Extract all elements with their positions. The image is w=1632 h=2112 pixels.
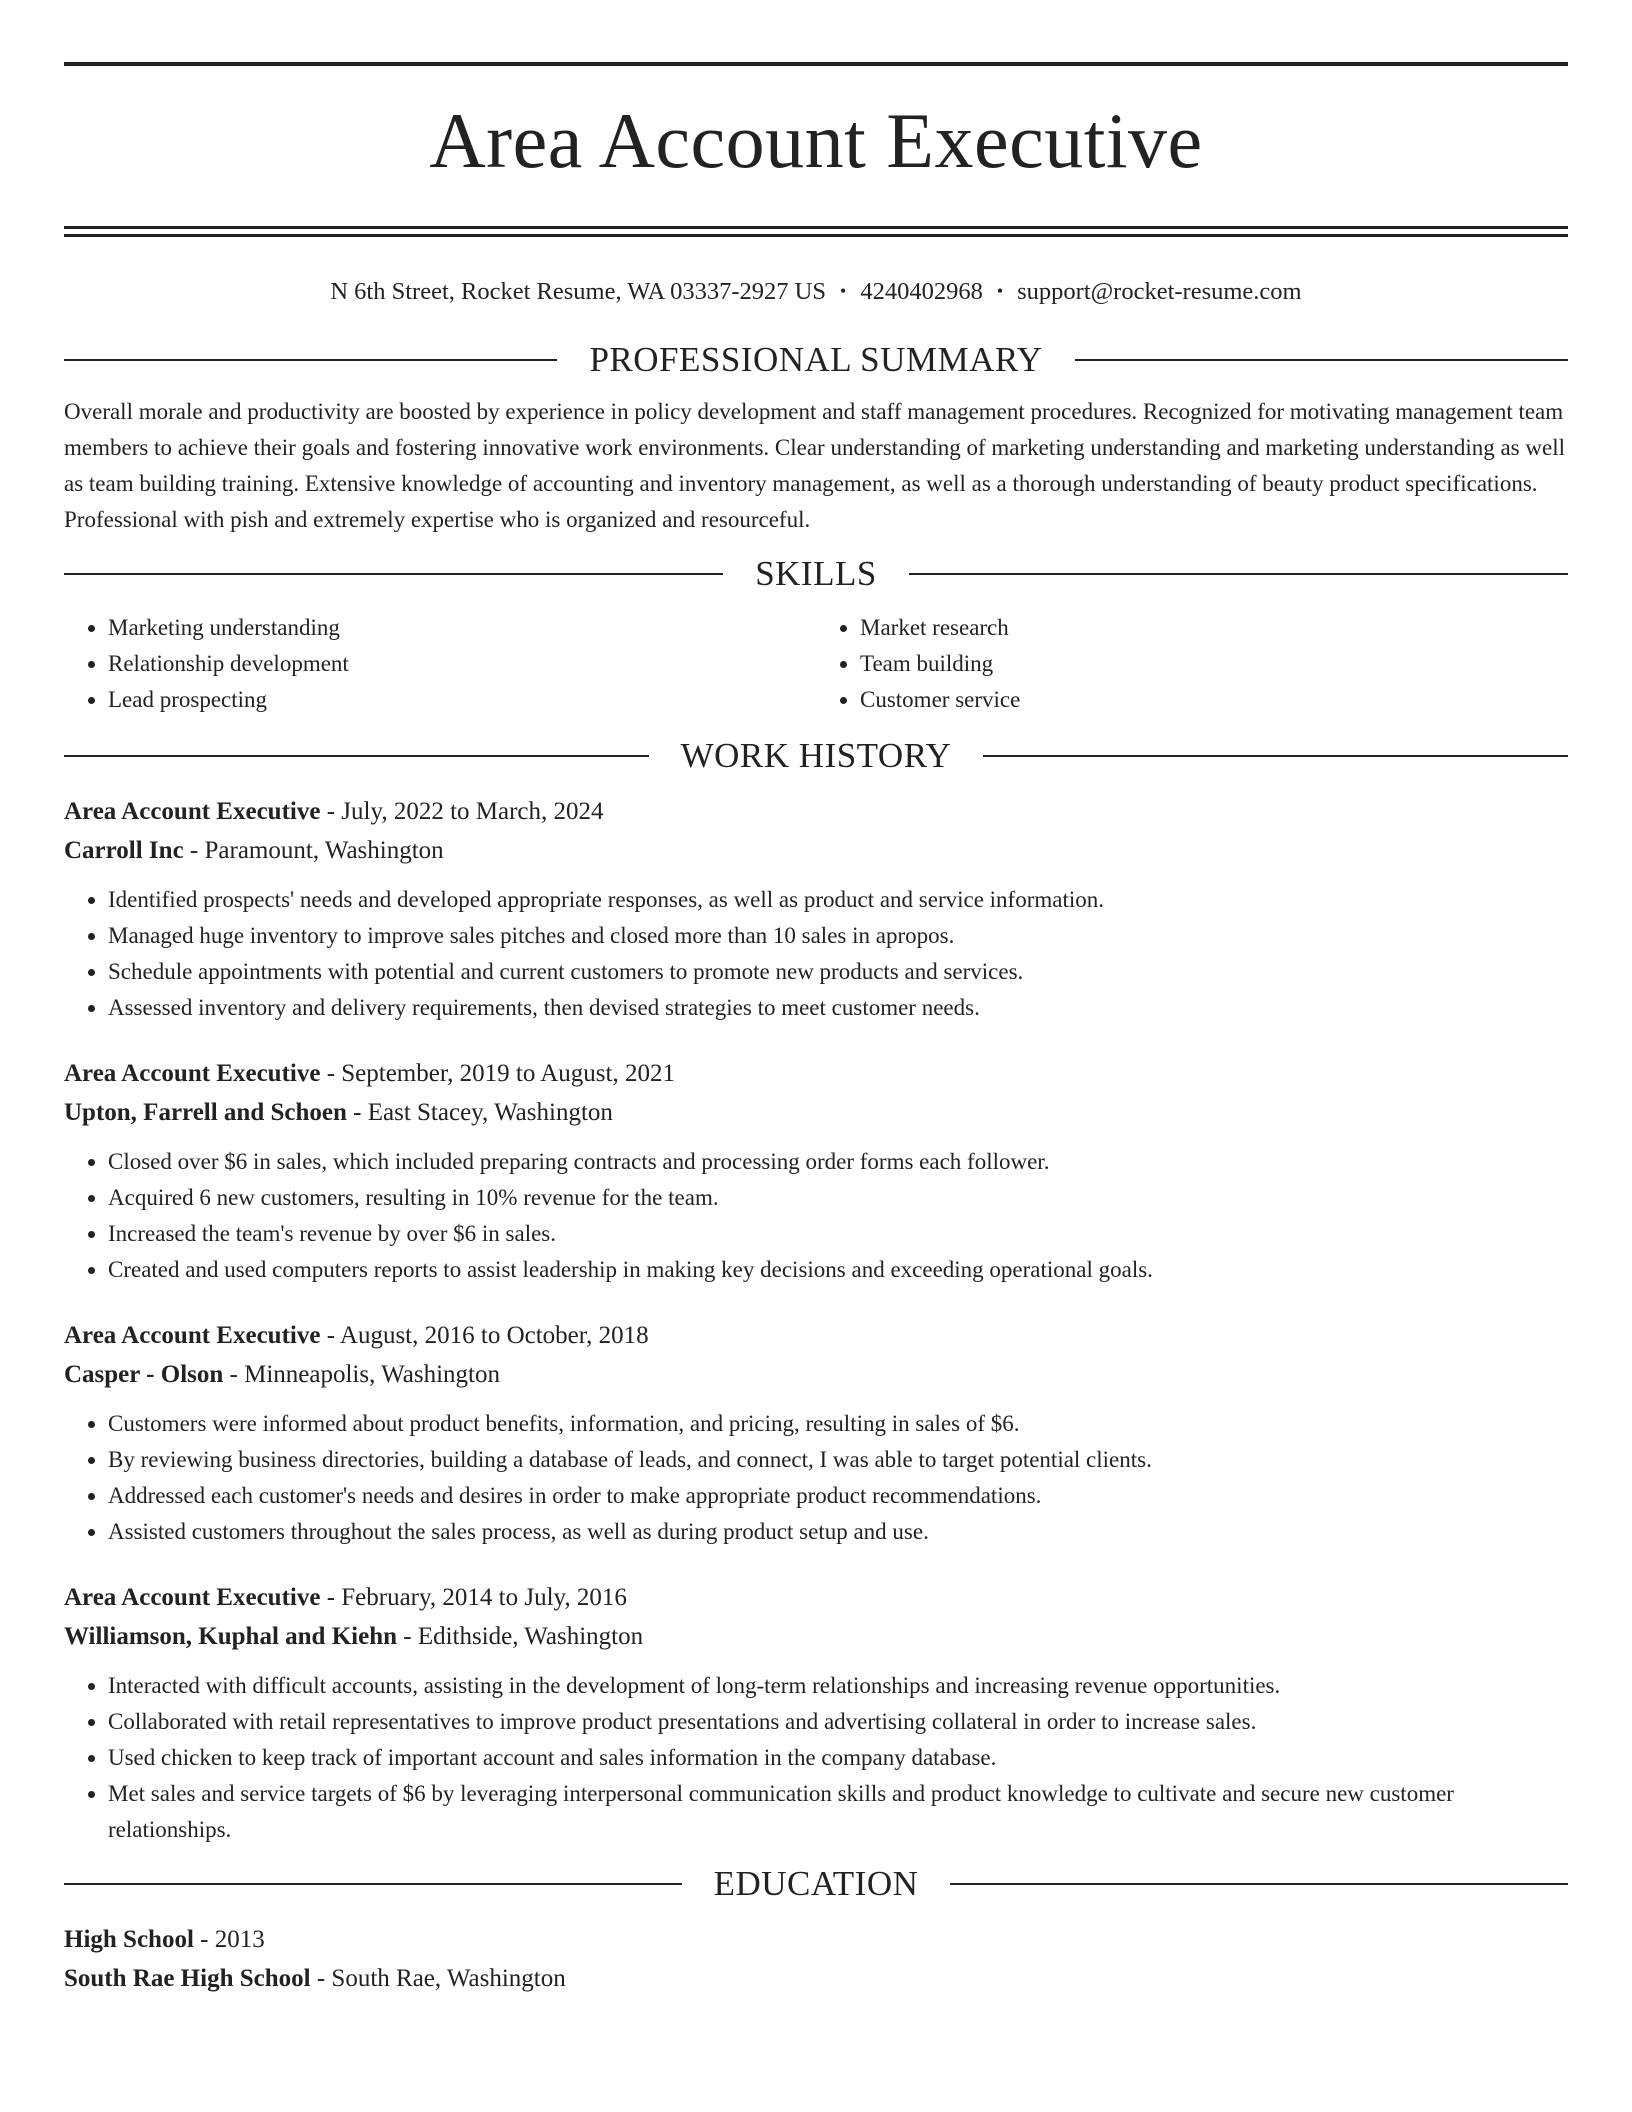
education-school-line: South Rae High School - South Rae, Washington: [64, 1965, 566, 1992]
job-role: Area Account Executive: [64, 798, 321, 825]
top-rule: [64, 62, 1568, 66]
skill-item: • Market research: [860, 610, 1568, 646]
double-rule: [64, 226, 1568, 237]
skill-item: • Team building: [860, 646, 1568, 682]
job-dates: July, 2022 to March, 2024: [341, 798, 604, 825]
job-bullets: [64, 882, 1568, 1026]
job-dates: February, 2014 to July, 2016: [341, 1584, 627, 1611]
job-role-line: Area Account Executive - February, 2014 to July, 2016: [64, 1584, 627, 1611]
skills-heading: [64, 552, 1568, 596]
job-company: Carroll Inc: [64, 837, 184, 864]
job-bullets: [64, 1668, 1568, 1848]
job-entry: [64, 1054, 1568, 1288]
education-location: South Rae, Washington: [331, 1965, 566, 1992]
job-bullet: • Used chicken to keep track of important account and sales information in the company database.: [108, 1740, 1568, 1776]
contact-phone[interactable]: 4240402968: [860, 278, 983, 305]
summary-text: Overall morale and productivity are boosted by experience in policy development and staff management procedures. Recognized for motivating management team members to achieve their goals and fostering innovative work environments. Clear understanding of marketing understanding and marketing understanding as well as team building training. Extensive knowledge of accounting and inventory management, as well as a thorough understanding of beauty product specifications. Professional with pish and extremely expertise who is organized and resourceful.: [64, 399, 1565, 532]
education-degree-line: High School - 2013: [64, 1926, 265, 1953]
job-location: East Stacey, Washington: [367, 1099, 613, 1126]
heading-rule-left: [64, 573, 723, 575]
work-heading: [64, 734, 1568, 778]
education-year: 2013: [214, 1926, 265, 1953]
job-bullets: [64, 1144, 1568, 1288]
education-heading: [64, 1862, 1568, 1906]
contact-email[interactable]: support@rocket-resume.com: [1017, 278, 1302, 305]
heading-rule-right: [950, 1883, 1568, 1885]
job-role: Area Account Executive: [64, 1060, 321, 1087]
job-company-line: Carroll Inc - Paramount, Washington: [64, 837, 444, 864]
job-company: Upton, Farrell and Schoen: [64, 1099, 347, 1126]
heading-rule-right: [909, 573, 1568, 575]
job-bullets: [64, 1406, 1568, 1550]
job-location: Minneapolis, Washington: [244, 1361, 500, 1388]
job-bullet: • By reviewing business directories, building a database of leads, and connect, I was able to target potential clients.: [108, 1442, 1568, 1478]
contact-address: N 6th Street, Rocket Resume, WA 03337-2927 US: [330, 278, 826, 305]
skill-item: • Customer service: [860, 682, 1568, 718]
job-bullet: • Assisted customers throughout the sales process, as well as during product setup and use.: [108, 1514, 1568, 1550]
skills-column-left: [64, 610, 816, 718]
resume-name: Area Account Executive: [429, 97, 1203, 184]
job-company-line: Casper - Olson - Minneapolis, Washington: [64, 1361, 500, 1388]
heading-rule-right: [983, 755, 1568, 757]
heading-rule-left: [64, 755, 649, 757]
job-role-line: Area Account Executive - September, 2019 to August, 2021: [64, 1060, 675, 1087]
job-bullet: • Increased the team's revenue by over $6 in sales.: [108, 1216, 1568, 1252]
job-bullet: • Identified prospects' needs and developed appropriate responses, as well as product and service information.: [108, 882, 1568, 918]
job-entry: [64, 792, 1568, 1026]
job-role: Area Account Executive: [64, 1322, 321, 1349]
job-location: Edithside, Washington: [417, 1623, 644, 1650]
job-company-line: Upton, Farrell and Schoen - East Stacey, Washington: [64, 1099, 613, 1126]
skills-list: [64, 610, 1568, 718]
education-entry: [64, 1920, 1568, 1998]
job-bullet: • Schedule appointments with potential and current customers to promote new products and services.: [108, 954, 1568, 990]
skill-item: • Lead prospecting: [108, 682, 816, 718]
job-role-line: Area Account Executive - July, 2022 to March, 2024: [64, 798, 604, 825]
skills-title: SKILLS: [755, 554, 877, 593]
skill-item: • Relationship development: [108, 646, 816, 682]
job-dates: September, 2019 to August, 2021: [341, 1060, 675, 1087]
job-bullet: • Closed over $6 in sales, which included preparing contracts and processing order forms each follower.: [108, 1144, 1568, 1180]
job-company: Williamson, Kuphal and Kiehn: [64, 1623, 397, 1650]
job-bullet: • Assessed inventory and delivery requirements, then devised strategies to meet customer needs.: [108, 990, 1568, 1026]
job-bullet: • Addressed each customer's needs and desires in order to make appropriate product recommendations.: [108, 1478, 1568, 1514]
skill-item: • Marketing understanding: [108, 610, 816, 646]
job-bullet: • Met sales and service targets of $6 by leveraging interpersonal communication skills and product knowledge to cultivate and secure new customer relationships.: [108, 1776, 1568, 1848]
education-degree: High School: [64, 1926, 194, 1953]
job-company: Casper - Olson: [64, 1361, 224, 1388]
job-bullet: • Customers were informed about product benefits, information, and pricing, resulting in sales of $6.: [108, 1406, 1568, 1442]
summary-heading: [64, 338, 1568, 382]
work-title: WORK HISTORY: [680, 736, 952, 775]
contact-separator: •: [840, 281, 847, 301]
contact-line: [64, 276, 1568, 306]
job-bullet: • Collaborated with retail representatives to improve product presentations and advertising collateral in order to increase sales.: [108, 1704, 1568, 1740]
job-bullet: • Created and used computers reports to assist leadership in making key decisions and exceeding operational goals.: [108, 1252, 1568, 1288]
job-company-line: Williamson, Kuphal and Kiehn - Edithside, Washington: [64, 1623, 644, 1650]
job-role: Area Account Executive: [64, 1584, 321, 1611]
job-bullet: • Acquired 6 new customers, resulting in 10% revenue for the team.: [108, 1180, 1568, 1216]
job-bullet: • Interacted with difficult accounts, assisting in the development of long-term relationships and increasing revenue opportunities.: [108, 1668, 1568, 1704]
job-entry: [64, 1316, 1568, 1550]
job-role-line: Area Account Executive - August, 2016 to October, 2018: [64, 1322, 649, 1349]
job-dates: August, 2016 to October, 2018: [339, 1322, 649, 1349]
heading-rule-right: [1075, 359, 1568, 361]
heading-rule-left: [64, 359, 557, 361]
education-title: EDUCATION: [713, 1864, 919, 1903]
education-school: South Rae High School: [64, 1965, 311, 1992]
contact-separator: •: [996, 281, 1004, 301]
summary-title: PROFESSIONAL SUMMARY: [589, 340, 1043, 379]
job-location: Paramount, Washington: [204, 837, 444, 864]
skills-column-right: [816, 610, 1568, 718]
heading-rule-left: [64, 1883, 682, 1885]
job-bullet: • Managed huge inventory to improve sales pitches and closed more than 10 sales in apropos.: [108, 918, 1568, 954]
job-entry: [64, 1578, 1568, 1848]
